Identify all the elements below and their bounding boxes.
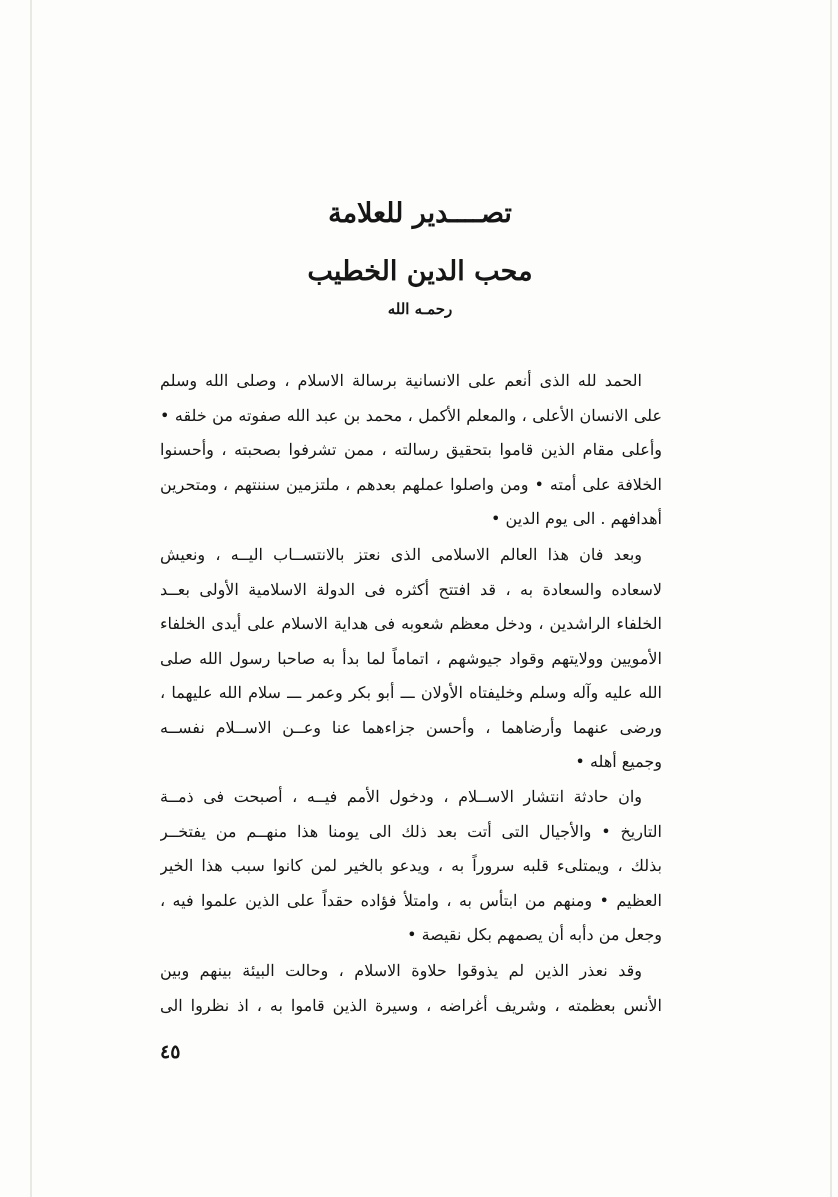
text-line: الخلفاء الراشدين ، ودخل معظم شعوبه فى هداية الاسلام على أيدى الخلفاء <box>160 614 662 633</box>
text-line: الأمويين وولايتهم وقواد جيوشهم ، اتماماً لما بدأ به صاحبا رسول الله صلى <box>160 648 662 668</box>
text-line: العظيم • ومنهم من ابتأس به ، وامتلأ فؤاده حقداً على الذين علموا فيه ، <box>160 890 662 910</box>
text-line: الحمد لله الذى أنعم على الانسانية برسالة الاسلام ، وصلى الله وسلم <box>160 371 642 390</box>
section-title: تصــــدير للعلامة <box>328 198 512 229</box>
text-line: وجميع أهله • <box>575 752 662 771</box>
text-line: التاريخ • والأجيال التى أتت بعد ذلك الى يومنا هذا منهــم من يفتخــر <box>160 821 662 841</box>
paragraph-islamic-world <box>160 538 662 780</box>
scan-edge-left <box>30 0 32 1197</box>
text-line: على الانسان الأعلى ، والمعلم الأكمل ، محمد بن عبد الله صفوته من خلقه • <box>160 405 662 425</box>
page-number: ٤٥ <box>160 1041 181 1063</box>
text-line: بذلك ، ويمتلىء قلبه سروراً به ، ويدعو بالخير لمن كانوا سبب هذا الخير <box>160 856 662 875</box>
paragraph-opening-praise <box>160 364 662 537</box>
text-line: وجعل من دأبه أن يصمهم بكل نقيصة • <box>407 925 662 944</box>
text-line: وان حادثة انتشار الاســلام ، ودخول الأمم فيــه ، أصبحت فى ذمــة <box>160 787 643 806</box>
paragraph-excuse <box>160 954 662 1023</box>
scan-edge-right <box>830 0 832 1197</box>
text-line: أهدافهم . الى يوم الدين • <box>491 509 662 528</box>
paragraph-spread-of-islam <box>160 780 662 953</box>
text-line: وأعلى مقام الذين قاموا بتحقيق رسالته ، ممن تشرفوا بصحبته ، وأحسنوا <box>160 440 662 459</box>
text-line: وقد نعذر الذين لم يذوقوا حلاوة الاسلام ، وحالت البيئة بينهم وبين <box>160 961 642 980</box>
text-line: لاسعاده والسعادة به ، قد افتتح أكثره فى الدولة الاسلامية الأولى بعــد <box>160 579 662 599</box>
text-line: ورضى عنهما وأرضاهما ، وأحسن جزاءهما عنا وعــن الاســلام نفســه <box>160 717 662 737</box>
text-line: وبعد فان هذا العالم الاسلامى الذى نعتز بالانتســاب اليــه ، ونعيش <box>160 545 642 564</box>
text-line: الخلافة على أمته • ومن واصلوا عملهم بعدهم ، ملتزمين سننتهم ، ومتحرين <box>160 474 662 494</box>
author-blessing: رحمـه الله <box>387 300 453 318</box>
author-name: محب الدين الخطيب <box>307 256 533 287</box>
text-line: الله عليه وآله وسلم وخليفتاه الأولان ـــ أبو بكر وعمر ـــ سلام الله عليهما ، <box>160 683 662 702</box>
text-line: الأنس بعظمته ، وشريف أغراضه ، وسيرة الذين قاموا به ، اذ نظروا الى <box>160 995 662 1015</box>
